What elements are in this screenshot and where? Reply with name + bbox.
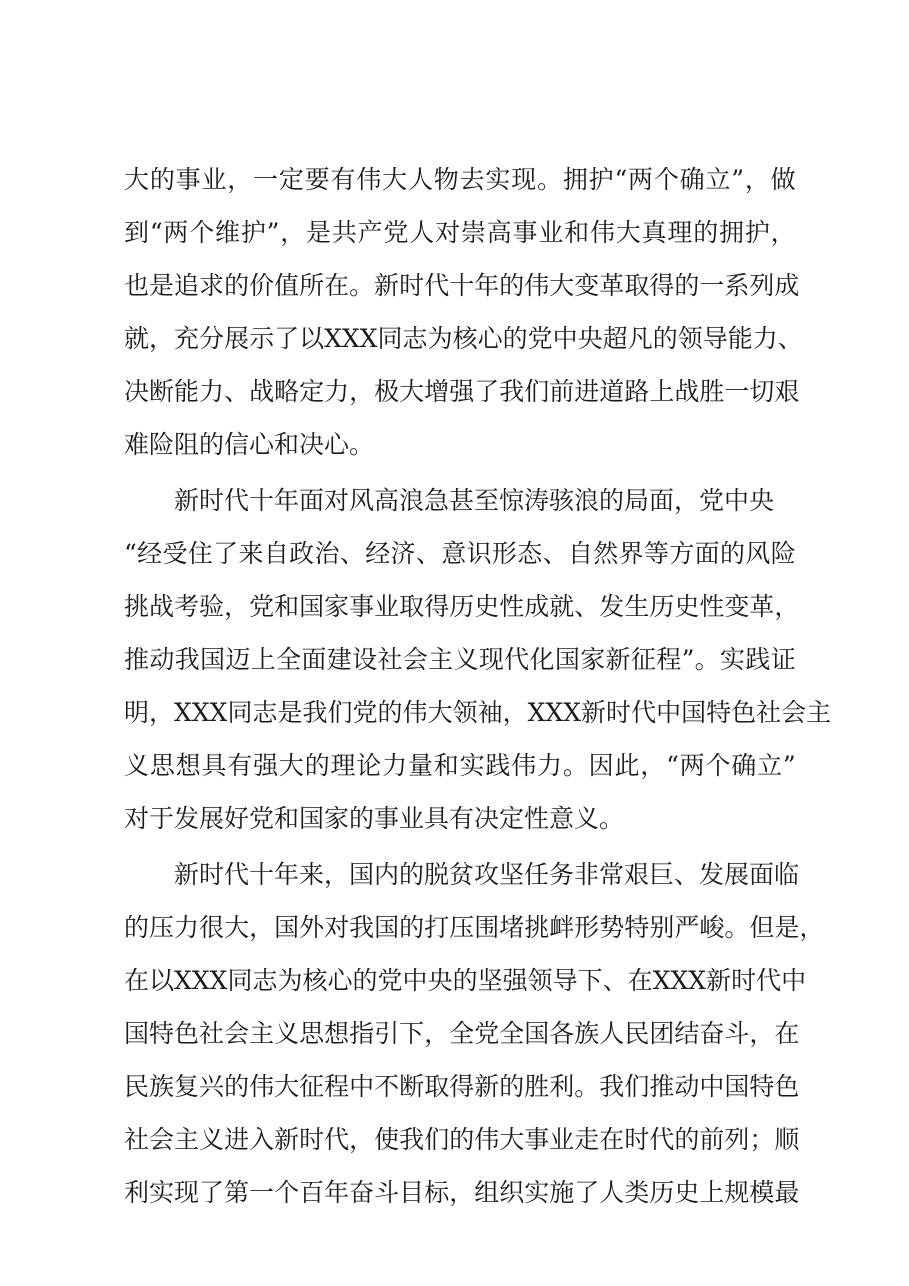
paragraph-2-line-7: 对于发展好党和国家的事业具有决定性意义。 bbox=[124, 804, 625, 833]
paragraph-3-line-1: 新时代十年来，国内的脱贫攻坚任务非常艰巨、发展面临 bbox=[174, 860, 800, 889]
paragraph-3-line-6: 社 会 主 义 进 入 新 时 代 ， 使 我 们 的 伟 大 事 业 走 在 时 代 的 前 列 ； 顺 bbox=[124, 1125, 800, 1154]
paragraph-2-line-6: 义 思 想 具 有 强 大 的 理 论 力 量 和 实 践 伟 力 。 因 此 ， “ 两 个 确 立 ” bbox=[124, 751, 796, 780]
paragraph-2-line-1: 新时代十年面对风高浪急甚至惊涛骇浪的局面，党中央 bbox=[174, 486, 775, 515]
paragraph-1-line-5: 决 断 能 力 、 战 略 定 力 ， 极 大 增 强 了 我 们 前 进 道 路 上 战 胜 一 切 艰 bbox=[124, 377, 800, 406]
paragraph-3-line-5: 民 族 复 兴 的 伟 大 征 程 中 不 断 取 得 新 的 胜 利 。 我 们 推 动 中 国 特 色 bbox=[124, 1072, 800, 1101]
paragraph-1-line-3: 也 是 追 求 的 价 值 所 在 。 新 时 代 十 年 的 伟 大 变 革 取 得 的 一 系 列 成 bbox=[124, 271, 800, 300]
paragraph-2-line-2: “ 经 受 住 了 来 自 政 治 、 经 济 、 意 识 形 态 、 自 然 界 等 方 面 的 风 险 bbox=[124, 539, 796, 568]
paragraph-3-line-7: 利 实 现 了 第 一 个 百 年 奋 斗 目 标 ， 组 织 实 施 了 人 类 历 史 上 规 模 最 bbox=[124, 1178, 800, 1207]
paragraph-1-line-6: 难险阻的信心和决心。 bbox=[124, 430, 375, 459]
paragraph-1-line-1: 大 的 事 业 ， 一 定 要 有 伟 大 人 物 去 实 现 。 拥 护 “ 两 个 确 立 ” ， 做 bbox=[124, 165, 796, 194]
paragraph-1-line-2: 到 “ 两 个 维 护 ” ， 是 共 产 党 人 对 崇 高 事 业 和 伟 大 真 理 的 拥 护 ， bbox=[124, 218, 796, 247]
paragraph-3-line-3: 在 以 XXX 同 志 为 核 心 的 党 中 央 的 坚 强 领 导 下 、 在 XXX 新 时 代 中 bbox=[124, 966, 807, 995]
paragraph-2-line-3: 挑 战 考 验 ， 党 和 国 家 事 业 取 得 历 史 性 成 就 、 发 生 历 史 性 变 革 ， bbox=[124, 592, 800, 621]
paragraph-2-line-5: 明 ， XXX 同 志 是 我 们 党 的 伟 大 领 袖 ， XXX 新 时 代 中 国 特 色 社 会 主 bbox=[124, 698, 832, 727]
paragraph-1-line-4: 就 ， 充 分 展 示 了 以 XXX 同 志 为 核 心 的 党 中 央 超 凡 的 领 导 能 力 、 bbox=[124, 324, 803, 353]
paragraph-2-line-4: 推 动 我 国 迈 上 全 面 建 设 社 会 主 义 现 代 化 国 家 新 征 程 ” 。 实 践 证 bbox=[124, 645, 796, 674]
paragraph-3-line-4: 国 特 色 社 会 主 义 思 想 指 引 下 ， 全 党 全 国 各 族 人 民 团 结 奋 斗 ， 在 bbox=[124, 1019, 800, 1048]
paragraph-3-line-2: 的 压 力 很 大 ， 国 外 对 我 国 的 打 压 围 堵 挑 衅 形 势 特 别 严 峻 。 但 是 ， bbox=[124, 913, 825, 942]
